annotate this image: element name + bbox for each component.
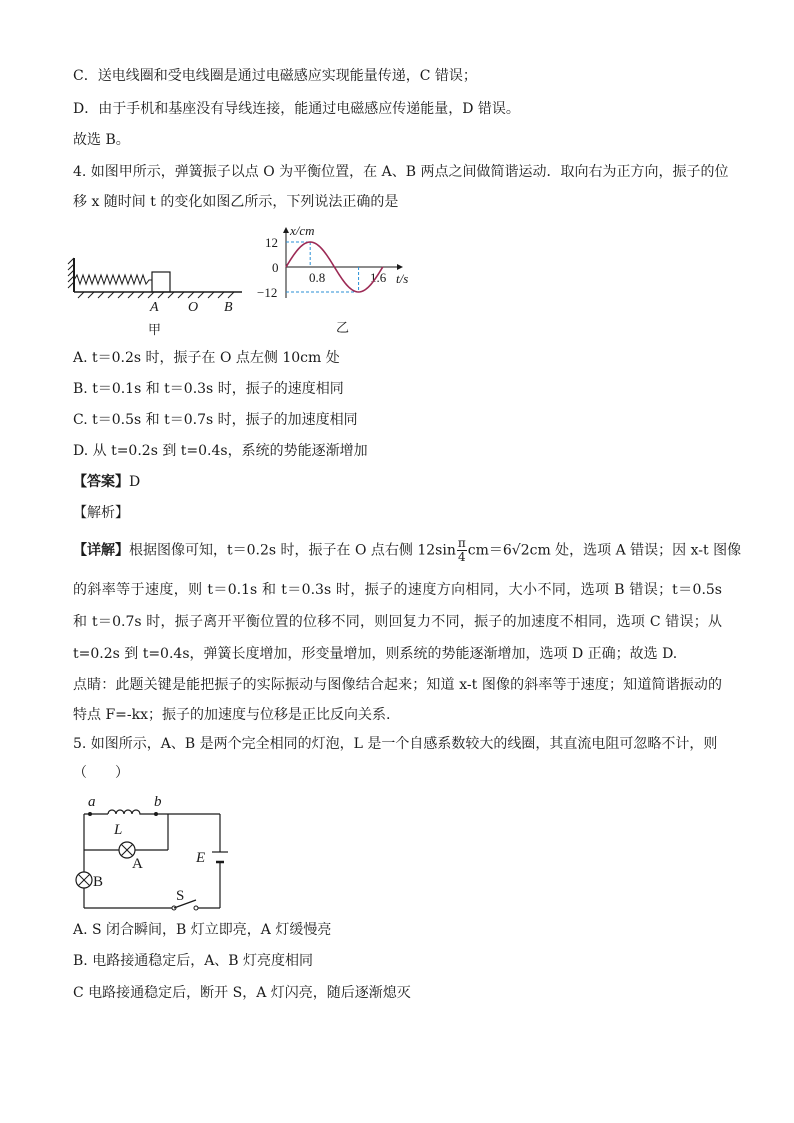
spring-oscillator-figure [66, 252, 246, 340]
figure-jia-caption: 甲 [148, 322, 162, 337]
answer-tag: 【答案】 [73, 474, 129, 490]
switch-label: S [176, 888, 185, 904]
figure-yi-caption: 乙 [336, 320, 350, 335]
detail-line1 [73, 537, 741, 564]
y-tick-12: 12 [265, 235, 278, 250]
q5-option-b: B. 电路接通稳定后，A、B 灯亮度相同 [73, 953, 314, 969]
y-tick-0: 0 [272, 260, 279, 275]
x-tick-1.6: 1.6 [370, 270, 387, 285]
q5-stem-line2: （ ） [73, 765, 129, 781]
circuit-diagram [68, 790, 238, 914]
node-b-label: b [154, 794, 162, 810]
pi-over-4-fraction [457, 537, 467, 564]
battery-label: E [196, 850, 206, 866]
point-b-label: B [224, 300, 233, 315]
comment-text: 点睛：此题关键是能把振子的实际振动与图像结合起来；知道 x-t 图像的斜率等于速度；知道简谐振动的特点 F=-kx；振子的加速度与位移是正比反向关系. [73, 677, 722, 723]
lamp-b-label: B [93, 874, 104, 890]
spring [74, 275, 152, 284]
answer-value: D [129, 474, 141, 490]
q4-stem-line1: 4. 如图甲所示，弹簧振子以点 O 为平衡位置，在 A、B 两点之间做简谐运动．取向右为正方向，振子的位 [73, 164, 729, 180]
oscillator-block [152, 272, 170, 292]
lamp-b-icon [76, 872, 92, 888]
x-tick-0.8: 0.8 [309, 270, 326, 285]
node-a-dot [88, 812, 92, 816]
q4-option-a: A. t＝0.2s 时，振子在 O 点左侧 10cm 处 [73, 350, 340, 366]
q4-option-d: D. 从 t=0.2s 到 t=0.4s，系统的势能逐渐增加 [73, 443, 368, 459]
conclusion-text: 故选 B。 [73, 132, 130, 148]
q5-stem-line1: 5. 如图所示，A、B 是两个完全相同的灯泡，L 是一个自感系数较大的线圈，其直流电阻可忽略不计，则 [73, 736, 718, 752]
y-tick-neg12: −12 [257, 285, 278, 300]
option-d-explanation: D．由于手机和基座没有导线连接，能通过电磁感应传递能量，D 错误。 [73, 101, 520, 117]
coil-label: L [114, 822, 123, 838]
ground-hatch [78, 292, 234, 298]
detail-tag: 【详解】 [73, 542, 129, 559]
answer-line [73, 472, 140, 492]
q4-option-b: B. t＝0.1s 和 t＝0.3s 时，振子的速度相同 [73, 381, 344, 397]
y-axis-label: x/cm [290, 223, 315, 238]
inductor-coil [108, 810, 142, 814]
detail-part1: 根据图像可知，t＝0.2s 时，振子在 O 点右侧 12sin [129, 542, 456, 559]
q5-option-a: A. S 闭合瞬间，B 灯立即亮，A 灯缓慢亮 [73, 922, 332, 938]
q4-option-c: C. t＝0.5s 和 t＝0.7s 时，振子的加速度相同 [73, 412, 358, 428]
point-o-label: O [188, 300, 199, 315]
analysis-tag: 【解析】 [73, 505, 129, 521]
node-a-label: a [88, 794, 96, 810]
detail-rest: 的斜率等于速度，则 t＝0.1s 和 t＝0.3s 时，振子的速度方向相同，大小不同，选项 B 错误；t＝0.5s 和 t＝0.7s 时，振子离开平衡位置的位移不同，则回复力不同，振子的加速度不相同，选项 C 错误；从 t=0.2s 到 t=0.4s，弹簧长度增加，形变量增加，则系统的势能逐渐增加，选项 D 正确；故选 D. [73, 582, 722, 662]
option-c-explanation: C．送电线圈和受电线圈是通过电磁感应实现能量传递，C 错误； [73, 68, 477, 84]
fraction-numerator: π [457, 536, 466, 550]
detail-part2: cm＝6√2cm 处，选项 A 错误；因 x-t 图像 [467, 542, 742, 559]
q4-stem-line2: 移 x 随时间 t 的变化如图乙所示，下列说法正确的是 [73, 194, 399, 210]
xt-graph [252, 222, 422, 338]
lamp-a-label: A [132, 856, 143, 872]
battery-icon [212, 852, 228, 862]
node-b-dot [154, 812, 158, 816]
q5-option-c: C 电路接通稳定后，断开 S，A 灯闪亮，随后逐渐熄灭 [73, 985, 411, 1001]
fraction-denominator: 4 [457, 550, 466, 564]
x-axis-label: t/s [396, 271, 409, 286]
point-a-label: A [150, 300, 159, 315]
